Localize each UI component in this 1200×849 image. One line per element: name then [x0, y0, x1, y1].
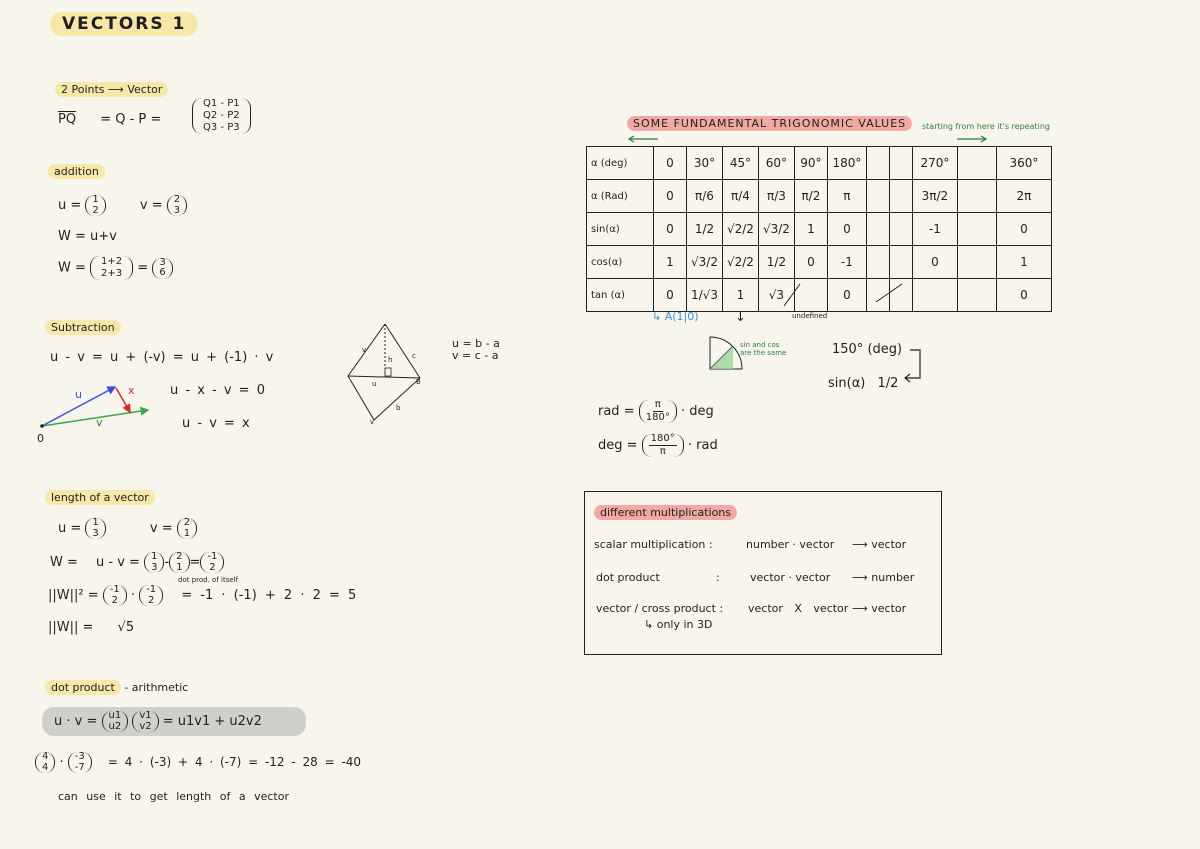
trig-cell: 1 — [654, 246, 687, 279]
mult-row-left: vector X vector — [748, 602, 849, 615]
trig-row-label: cos(α) — [587, 246, 654, 279]
mult-row-result — [852, 571, 914, 584]
sin-cos-note-line: are the same — [740, 349, 787, 358]
arrow-right-icon: ⟶ — [852, 538, 872, 551]
w-label: W = — [58, 260, 86, 276]
a-y: 4 — [42, 761, 49, 773]
trig-cell: √3 — [758, 279, 794, 312]
trig-row-label: α (deg) — [587, 147, 654, 180]
length-u-y: 3 — [92, 527, 99, 539]
w-calculation: W = 1+2 2+3 = 3 6 — [58, 256, 173, 280]
trig-cell: 0 — [654, 147, 687, 180]
trig-cell: 30° — [687, 147, 723, 180]
deg-frac-num: 180° — [650, 433, 675, 444]
v-vector-y: 3 — [173, 204, 181, 216]
norm-squared-label: ||W||² = — [48, 588, 99, 603]
dot-product-note: can use it to get length of a vector — [58, 790, 289, 803]
trig-cell: -1 — [912, 213, 957, 246]
length-v-vector — [177, 518, 197, 539]
trig-cell: √3/2 — [687, 246, 723, 279]
trig-row — [587, 213, 1052, 246]
mult-note — [644, 618, 712, 631]
norm-squared-calc: = -1 · (-1) + 2 · 2 = 5 — [181, 588, 357, 603]
u-vector-x: 1 — [92, 194, 99, 205]
u-label: u = — [58, 198, 82, 213]
subtraction-header: Subtraction — [45, 320, 121, 335]
rad-frac — [646, 400, 670, 423]
subtraction-line-2: u - x - v = 0 — [170, 383, 265, 398]
w-sum-y: 2+3 — [101, 268, 123, 279]
sin-cos-note-line: sin and cos — [740, 341, 780, 349]
w-sum-vector — [90, 256, 133, 280]
example-vector-a — [35, 752, 55, 773]
v2: v2 — [139, 720, 152, 732]
deg-label: deg = — [598, 438, 638, 453]
trig-cell — [889, 147, 912, 180]
b-y: -7 — [74, 761, 85, 773]
mult-row-name: vector / cross product : — [596, 602, 724, 615]
trig-cell: 1/√3 — [687, 279, 723, 312]
angle-sin-value: 1/2 — [877, 376, 899, 391]
trig-cell: 3π/2 — [912, 180, 957, 213]
pq-equation: = Q - P = — [100, 112, 162, 127]
part-y: 2 — [147, 594, 155, 606]
trig-cell: 1 — [794, 213, 827, 246]
trig-cell — [866, 213, 889, 246]
trig-cell — [957, 246, 996, 279]
dot-product-header-line — [45, 681, 188, 694]
part-x: 2 — [176, 551, 183, 562]
bracket-arrow-icon — [902, 348, 926, 384]
trig-cell: √2/2 — [722, 213, 758, 246]
point-note-text: A(1|0) — [664, 310, 699, 323]
angle-example: 150° (deg) — [832, 342, 903, 357]
trig-cell: 0 — [794, 246, 827, 279]
triangle-label-u: u — [372, 380, 377, 388]
dot-product-formula — [42, 707, 306, 736]
part-x: 1 — [151, 551, 158, 562]
trig-cell: π/3 — [758, 180, 794, 213]
trig-row-label: α (Rad) — [587, 180, 654, 213]
part-y: 2 — [209, 561, 216, 573]
length-u-vector — [85, 518, 105, 539]
norm-vec-b — [139, 585, 163, 606]
norm-vec-a — [103, 585, 127, 606]
length-w-line: W = u - v = 1 3 - 2 1 = -1 2 — [50, 552, 224, 573]
pq-definition — [58, 112, 161, 127]
trig-cell: 60° — [758, 147, 794, 180]
w-definition: W = u+v — [58, 229, 117, 244]
trig-cell: 1/2 — [758, 246, 794, 279]
mult-row-result — [852, 602, 906, 615]
rad-fraction — [639, 400, 677, 423]
u-vector-y: 2 — [92, 204, 99, 216]
trig-row — [587, 246, 1052, 279]
mult-note-text: only in 3D — [656, 618, 713, 631]
trig-cell — [889, 246, 912, 279]
part-x: -1 — [146, 584, 157, 595]
trig-cell: 270° — [912, 147, 957, 180]
deg-suffix: · rad — [687, 438, 718, 453]
trig-cell — [889, 213, 912, 246]
dot-product-header-suffix: - arithmetic — [124, 681, 189, 694]
diagram-v-label: v — [96, 416, 103, 429]
u-vector — [85, 195, 105, 216]
trig-cell — [912, 279, 957, 312]
trig-cell — [889, 180, 912, 213]
trig-cell — [957, 180, 996, 213]
length-v-y: 1 — [183, 527, 191, 539]
trig-row-label: sin(α) — [587, 213, 654, 246]
trig-cell: π/6 — [687, 180, 723, 213]
vector-label: Vector — [127, 83, 163, 96]
norm-value: √5 — [117, 620, 135, 635]
mult-row-result — [852, 538, 906, 551]
pq-matrix-row: Q1 - P1 — [203, 98, 240, 109]
trig-row — [587, 279, 1052, 312]
trig-cell: 1/2 — [687, 213, 723, 246]
trig-cell: 0 — [996, 279, 1051, 312]
trig-cell: 180° — [827, 147, 866, 180]
trig-cell: 1 — [722, 279, 758, 312]
trig-cell: 90° — [794, 147, 827, 180]
dot-itself-note: dot prod. of itself — [178, 576, 239, 584]
trig-cell: 0 — [827, 213, 866, 246]
triangle-label-h: h — [388, 356, 393, 364]
trig-cell — [957, 147, 996, 180]
pq-matrix — [192, 98, 251, 134]
norm-squared-line: ||W||² = -1 2 · -1 2 = -1 · (-1) + 2 · 2 = 5 — [48, 584, 357, 606]
length-w-part-1 — [144, 552, 164, 573]
pq-label: $\overline{PQ}$ — [58, 112, 77, 127]
trig-cell — [957, 213, 996, 246]
rad-suffix: · deg — [680, 404, 714, 419]
arrow-turn-icon: ↳ — [644, 618, 657, 631]
trig-cell: 0 — [654, 180, 687, 213]
trig-row — [587, 180, 1052, 213]
trig-row-label: tan (α) — [587, 279, 654, 312]
trig-header: SOME FUNDAMENTAL TRIGONOMIC VALUES — [627, 116, 912, 131]
trig-cell — [866, 246, 889, 279]
trig-cell: π — [827, 180, 866, 213]
addition-header: addition — [48, 164, 105, 179]
length-v-label: v = — [149, 521, 173, 536]
points-to-vector-header — [55, 82, 168, 97]
arrow-right-icon: ⟶ — [852, 602, 872, 615]
trig-cell: π/2 — [794, 180, 827, 213]
mult-row-result-text: vector — [871, 538, 907, 551]
arrow-right-icon: ⟶ — [852, 571, 872, 584]
subtraction-line-3: u - v = x — [182, 416, 250, 431]
w-result-y: 6 — [159, 267, 166, 278]
w-result-x: 3 — [159, 256, 166, 268]
a-x: 4 — [42, 751, 49, 762]
length-u-label: u = — [58, 521, 82, 536]
mult-row-result-text: number — [871, 571, 915, 584]
mult-row-result-text: vector — [871, 602, 907, 615]
deg-fraction — [642, 434, 684, 457]
v-label: v = — [139, 198, 163, 213]
trig-cell: 360° — [996, 147, 1051, 180]
triangle-label-b: b — [396, 404, 401, 412]
rad-frac-den: 180° — [645, 412, 670, 423]
length-vectors — [58, 518, 197, 539]
trig-cell: -1 — [827, 246, 866, 279]
trig-cell: π/4 — [722, 180, 758, 213]
length-header: length of a vector — [45, 490, 155, 505]
triangle-eq-2: v = c - a — [452, 349, 499, 363]
trig-cell: 0 — [996, 213, 1051, 246]
trig-cell: 0 — [654, 279, 687, 312]
w-result-vector — [152, 258, 172, 279]
dot-product-example: 4 4 · -3 -7 = 4 · (-3) + 4 · (-7) = -12 - 28 = -40 — [35, 752, 361, 773]
diagram-u-label: u — [75, 388, 82, 401]
norm-line — [48, 620, 134, 635]
deg-frac — [649, 434, 677, 457]
length-u-x: 1 — [92, 517, 99, 528]
arrow-right-icon: ⟶ — [108, 83, 128, 96]
arrow-left-icon — [628, 134, 660, 144]
diagram-x-label: x — [128, 384, 135, 397]
arrow-right-icon — [955, 134, 987, 144]
sin-cos-note — [740, 341, 786, 358]
triangle-label-b-upper: B — [416, 378, 421, 386]
addition-u — [58, 195, 187, 216]
formula-left: u · v = — [54, 714, 98, 729]
example-vector-b — [68, 752, 92, 773]
trig-cell — [957, 279, 996, 312]
triangle-label-v: v — [362, 346, 367, 354]
rad-frac-num: π — [654, 399, 661, 410]
point-note — [652, 310, 699, 323]
points-label: 2 Points — [61, 83, 105, 96]
formula-v-vector — [132, 711, 158, 732]
rad-label: rad = — [598, 404, 635, 419]
trig-cell: √3/2 — [758, 213, 794, 246]
trig-table — [586, 146, 1052, 312]
trig-cell: 0 — [912, 246, 957, 279]
diagram-origin-label: 0 — [37, 432, 44, 445]
triangle-eq-1: u = b - a — [452, 337, 500, 350]
b-x: -3 — [74, 751, 85, 762]
v1: v1 — [139, 710, 152, 721]
deg-conversion — [598, 434, 718, 457]
dot-product-header: dot product — [45, 680, 121, 695]
trig-side-note: starting from here it's repeating — [922, 122, 1050, 131]
trig-cell: 1 — [996, 246, 1051, 279]
example-calc: = 4 · (-3) + 4 · (-7) = -12 - 28 = -40 — [107, 755, 362, 769]
triangle-label-v-bottom: v — [370, 418, 375, 426]
trig-cell: √2/2 — [722, 246, 758, 279]
deg-frac-den: π — [659, 446, 666, 457]
w-sum-x: 1+2 — [101, 256, 123, 267]
triangle-label-c: c — [412, 352, 416, 360]
part-y: 2 — [111, 594, 118, 606]
undefined-slash-icon — [782, 280, 802, 310]
arrow-down-icon: ↓ — [735, 310, 746, 325]
mult-row-sep: : — [716, 571, 720, 584]
trig-cell: 0 — [827, 279, 866, 312]
length-w-expr: u - v = — [96, 555, 140, 570]
trig-cell: 45° — [722, 147, 758, 180]
subtraction-line-1: u - v = u + (-v) = u + (-1) · v — [50, 350, 274, 365]
u1: u1 — [108, 710, 122, 721]
rad-conversion — [598, 400, 714, 423]
multiplications-header: different multiplications — [594, 505, 737, 520]
length-v-x: 2 — [183, 517, 191, 528]
trig-cell — [866, 180, 889, 213]
part-y: 1 — [176, 561, 183, 573]
trig-cell: 0 — [654, 213, 687, 246]
arrow-turn-icon: ↳ — [652, 310, 665, 323]
v-vector-x: 2 — [173, 194, 181, 205]
trig-cell — [866, 147, 889, 180]
pq-matrix-row: Q3 - P3 — [203, 122, 240, 133]
undefined-note: undefined — [792, 312, 828, 320]
angle-sin-line — [828, 376, 898, 391]
norm-label: ||W|| = — [48, 620, 94, 635]
length-w-part-3 — [200, 552, 224, 573]
part-x: -1 — [109, 584, 120, 595]
mult-row-name: dot product — [596, 571, 660, 584]
page-title: VECTORS 1 — [50, 12, 198, 36]
triangle-equations — [452, 338, 500, 362]
formula-right: = u1v1 + u2v2 — [162, 714, 262, 729]
triangle-diagram — [340, 320, 430, 430]
mult-row-left: vector · vector — [750, 571, 831, 584]
trig-cell: 2π — [996, 180, 1051, 213]
length-w-part-2 — [169, 552, 189, 573]
formula-u-vector — [102, 711, 129, 732]
pq-matrix-row: Q2 - P2 — [203, 110, 240, 121]
undefined-slash-icon — [874, 280, 904, 306]
u2: u2 — [108, 720, 122, 732]
part-y: 3 — [151, 561, 158, 573]
mult-row-name: scalar multiplication : — [594, 538, 713, 551]
trig-row — [587, 147, 1052, 180]
origin-dot — [40, 424, 44, 428]
length-w-label: W = — [50, 555, 78, 570]
part-x: -1 — [207, 551, 218, 562]
angle-sin-label: sin(α) — [828, 376, 866, 391]
mult-row-left: number · vector — [746, 538, 835, 551]
v-vector — [167, 195, 187, 216]
